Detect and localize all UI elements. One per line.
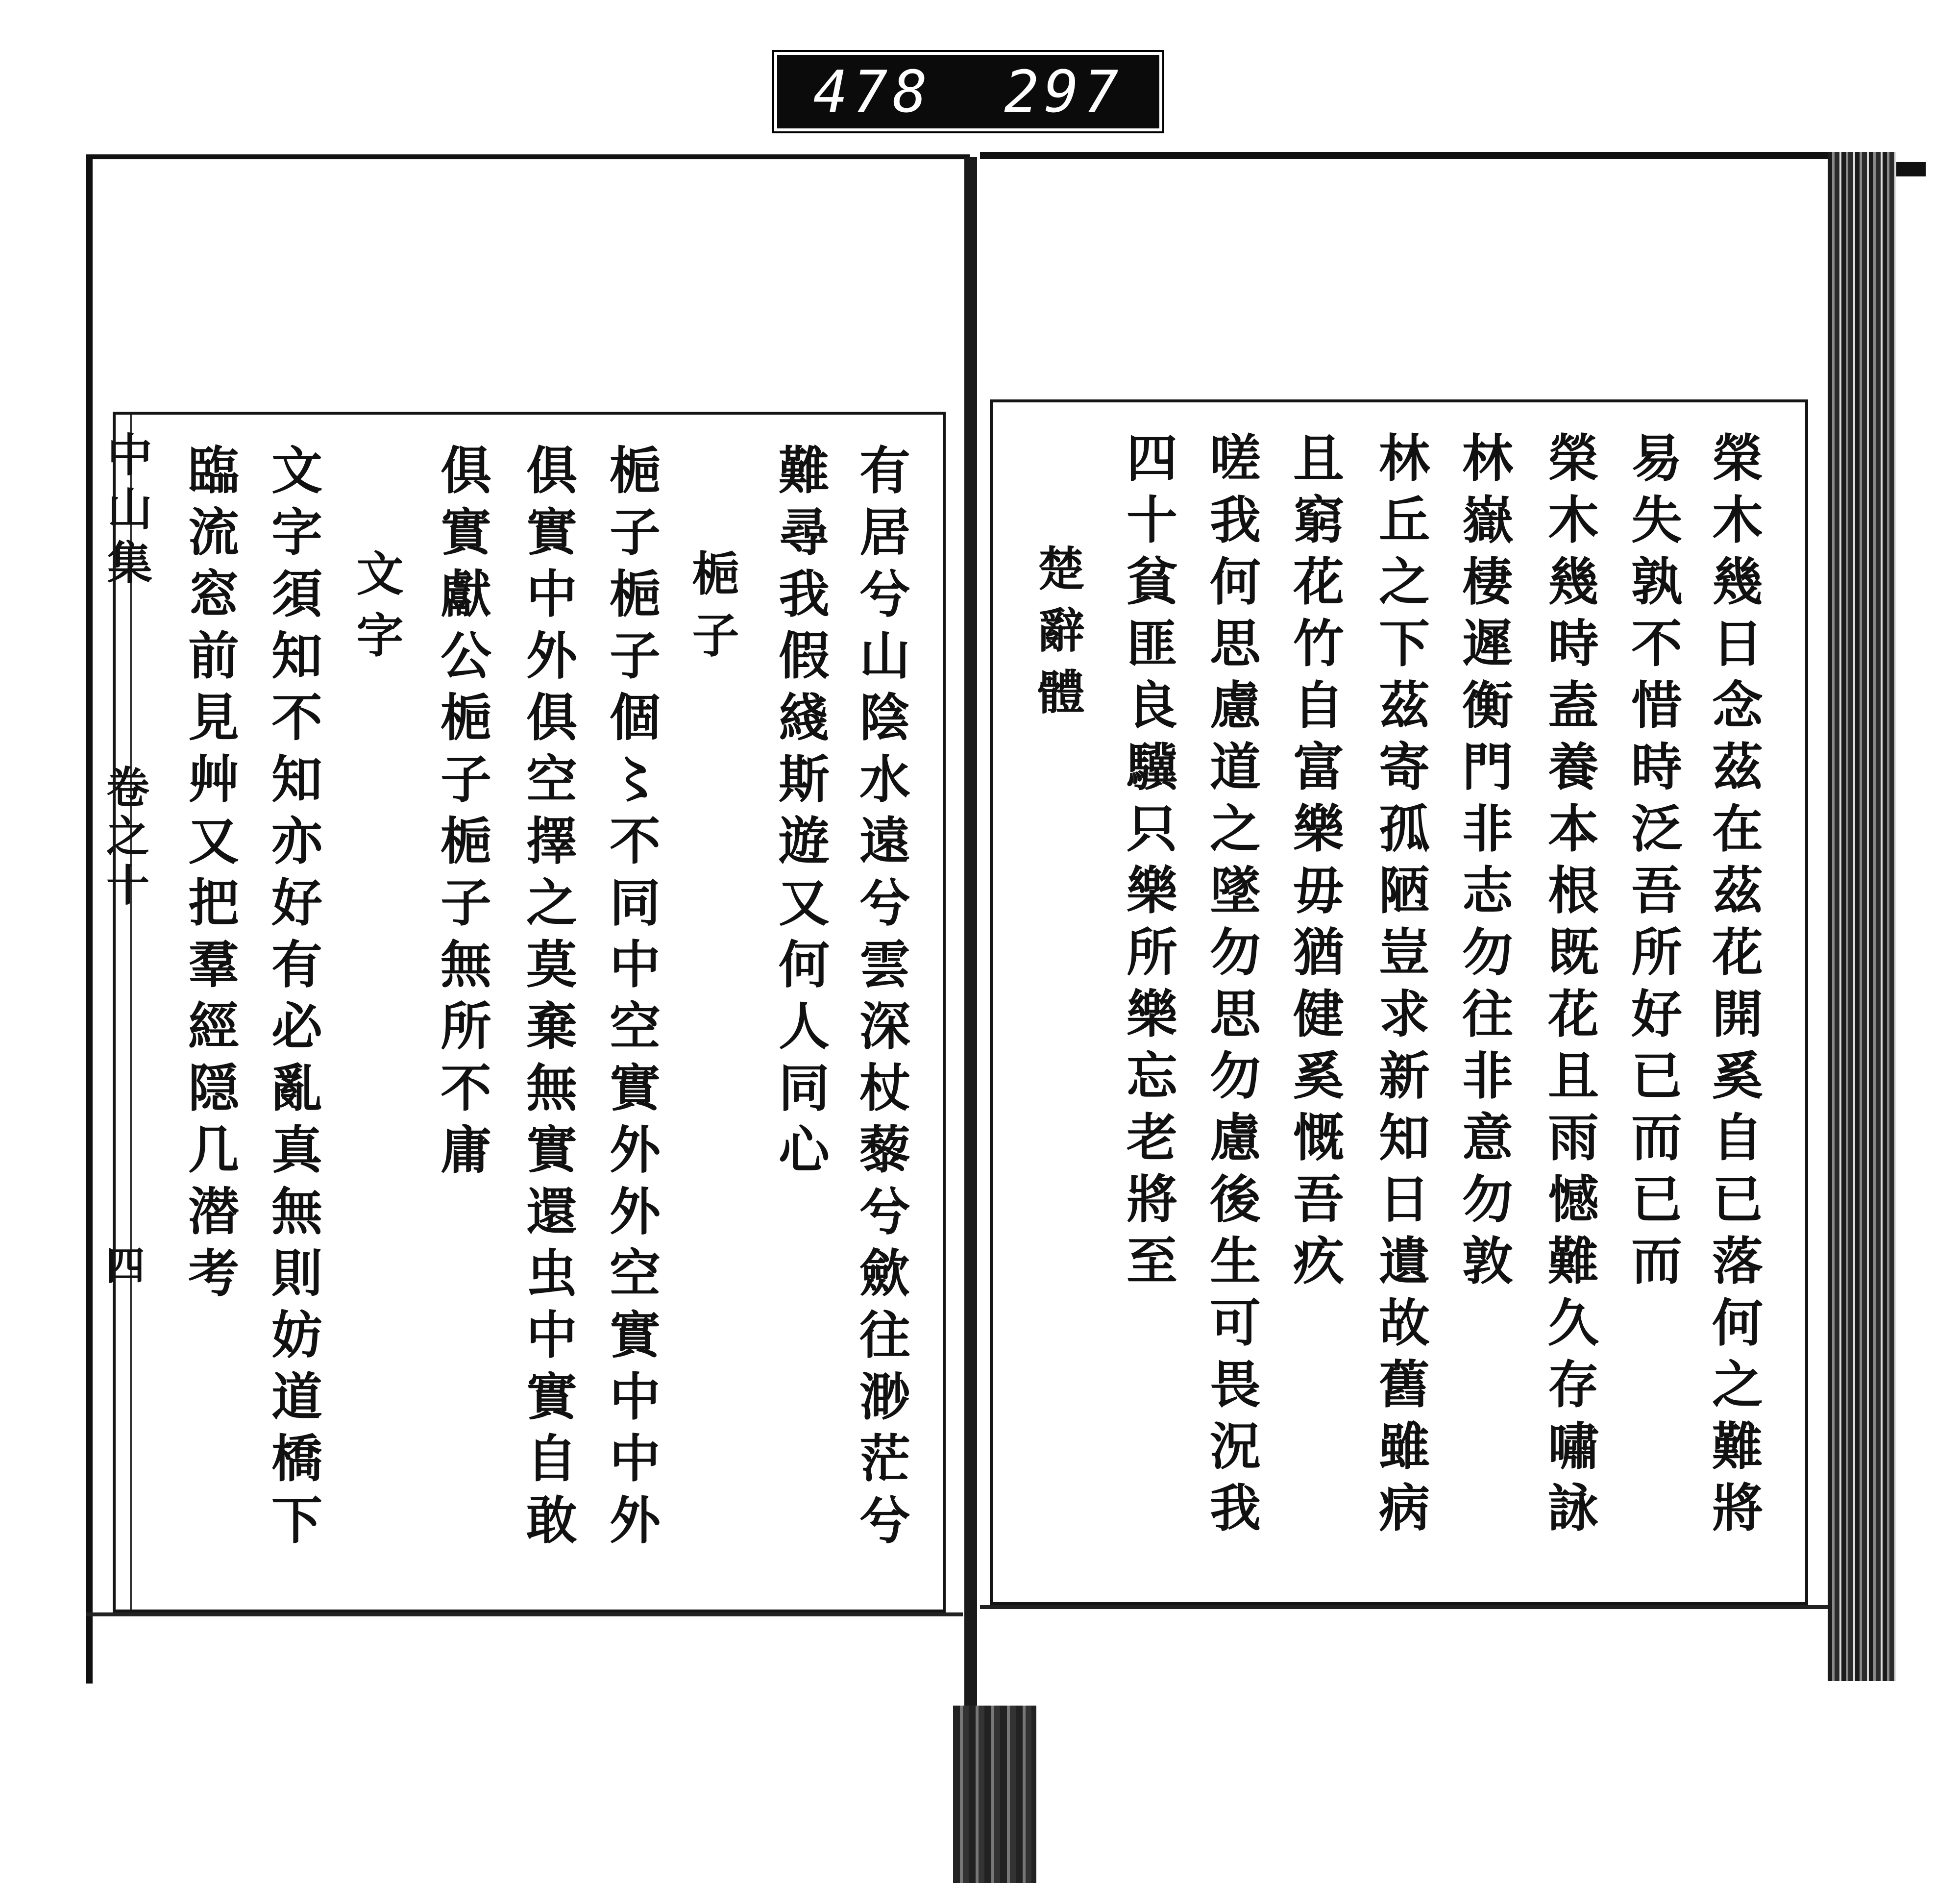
text-column: 榮木幾時盍養本根既花且雨憾難久存嘯詠 bbox=[1539, 431, 1599, 1543]
page-stack-edge bbox=[1828, 152, 1896, 1681]
text-column: 四十貧匪良驥只樂所樂忘老將至 bbox=[1118, 431, 1178, 1296]
archive-label bbox=[774, 52, 1162, 131]
text-column: 俱實獻公梔子梔子無所不庸 bbox=[432, 444, 492, 1185]
text-column: 俱實中外俱空擇之莫棄無實還虫中實自敢 bbox=[517, 444, 578, 1555]
text-column: 林嶽棲遲衡門非志勿往非意勿敦 bbox=[1453, 431, 1514, 1296]
book-gutter bbox=[964, 157, 977, 1882]
volume-label: 卷之十 bbox=[99, 765, 150, 912]
edge-mark bbox=[1896, 162, 1926, 176]
section-heading: 梔子 bbox=[685, 549, 740, 672]
text-column: 臨流窓前見艸又把羣經隠几潜考 bbox=[179, 444, 240, 1308]
text-column: 有居兮山陰水遠兮雲深杖藜兮歛往渺茫兮 bbox=[851, 444, 911, 1555]
section-heading: 楚辭體 bbox=[1030, 544, 1085, 729]
archive-number-left: 478 bbox=[813, 58, 932, 125]
left-bottom-rule bbox=[86, 1612, 963, 1616]
text-column: 嗟我何思慮道之墜勿思勿慮後生可畏況我 bbox=[1201, 431, 1261, 1543]
archive-number-right: 297 bbox=[1004, 58, 1124, 125]
text-column: 且窮花竹自富樂毋猶健奚慨吾疚 bbox=[1284, 431, 1345, 1296]
section-heading: 文字 bbox=[349, 549, 404, 672]
text-column: 易失孰不惜時泛吾所好已而已而 bbox=[1622, 431, 1683, 1296]
book-spine-shadow bbox=[953, 1706, 1036, 1883]
text-column: 林丘之下茲寄孤陋豈求新知日遺故舊雖病 bbox=[1370, 431, 1430, 1543]
text-column: 梔子梔子個〻不同中空實外外空實中中外 bbox=[601, 444, 661, 1555]
text-column: 難尋我假綫斯遊又何人同心 bbox=[770, 444, 830, 1185]
text-column: 文字須知不知亦好有必亂真無則妨道橋下 bbox=[263, 444, 323, 1555]
right-bottom-rule bbox=[980, 1605, 1828, 1609]
book-title: 中山集 bbox=[100, 431, 153, 593]
folio-number: 四 bbox=[99, 1245, 145, 1284]
text-column: 榮木幾日念茲在茲花開奚自已落何之難將 bbox=[1703, 431, 1764, 1543]
